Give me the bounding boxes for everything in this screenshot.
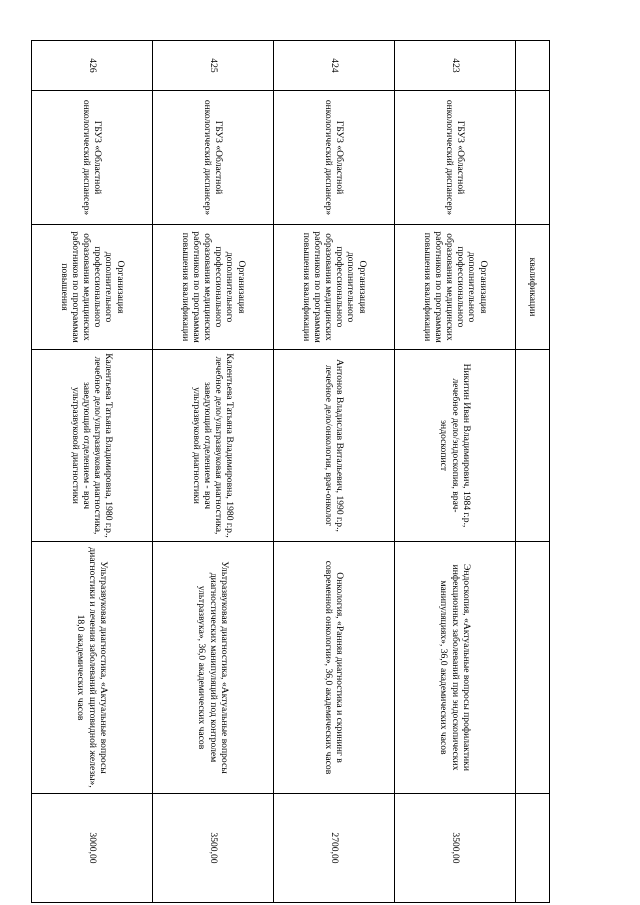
cell-organization: ГБУЗ «Областной онкологический диспансер» [32, 91, 153, 225]
cell-course: Ультразвуковая диагностика, «Актуальные вопросы диагностических манипуляций под контролем ультразвука», 36,0 академических часов [153, 542, 274, 794]
cell-number: 426 [32, 41, 153, 91]
cell-number: 425 [153, 41, 274, 91]
table-row [395, 41, 516, 903]
table-row [274, 41, 395, 903]
cell-organization: ГБУЗ «Областной онкологический диспансер» [395, 91, 516, 225]
table-row [153, 41, 274, 903]
cell-price: 3500,00 [153, 794, 274, 903]
cell-program: Организация дополнительного профессионального образования медицинских работников по программам повышения квалификации [153, 225, 274, 350]
cell-number: 423 [395, 41, 516, 91]
cell-empty [516, 41, 550, 91]
cell-program: Организация дополнительного профессионального образования медицинских работников по программам повышения квалификации [395, 225, 516, 350]
document-page [37, 40, 550, 864]
cell-course: Онкология, «Ранняя диагностика и скрининг в современной онкологии», 36,0 академических часов [274, 542, 395, 794]
cell-organization: ГБУЗ «Областной онкологический диспансер» [153, 91, 274, 225]
cell-empty [516, 794, 550, 903]
cell-course: Ультразвуковая диагностика, «Актуальные вопросы диагностики и лечения заболеваний щитовидной железы», 18,0 академических часов [32, 542, 153, 794]
table-row [32, 41, 153, 903]
cell-empty [516, 350, 550, 542]
cell-program-tail: квалификации [516, 225, 550, 350]
cell-price: 3500,00 [395, 794, 516, 903]
cell-organization: ГБУЗ «Областной онкологический диспансер» [274, 91, 395, 225]
training-table [31, 40, 550, 903]
cell-person: Антонов Владислав Витальевич, 1990 г.р., лечебное дело/онкология, врач-онколог [274, 350, 395, 542]
cell-price: 3000,00 [32, 794, 153, 903]
cell-program: Организация дополнительного профессионального образования медицинских работников по программам повышения [32, 225, 153, 350]
cell-number: 424 [274, 41, 395, 91]
cell-person: Калентьева Татьяна Владимировна, 1980 г.р., лечебное дело/ультразвуковая диагностика, заведующий отделением - врач ультразвуковой диагностики [32, 350, 153, 542]
cell-empty [516, 91, 550, 225]
cell-program: Организация дополнительного профессионального образования медицинских работников по программам повышения квалификации [274, 225, 395, 350]
cell-person: Калентьева Татьяна Владимировна, 1980 г.р., лечебное дело/ультразвуковая диагностика, заведующий отделением - врач ультразвуковой диагностики [153, 350, 274, 542]
cell-course: Эндоскопия, «Актуальные вопросы профилактики инфекционных заболеваний при эндоскопических манипуляциях», 36,0 академических часов [395, 542, 516, 794]
cell-person: Никитин Иван Владимирович, 1984 г.р., лечебное дело/эндоскопия, врач-эндоскопист [395, 350, 516, 542]
cell-empty [516, 542, 550, 794]
cell-price: 2700,00 [274, 794, 395, 903]
table-row-continuation [516, 41, 550, 903]
